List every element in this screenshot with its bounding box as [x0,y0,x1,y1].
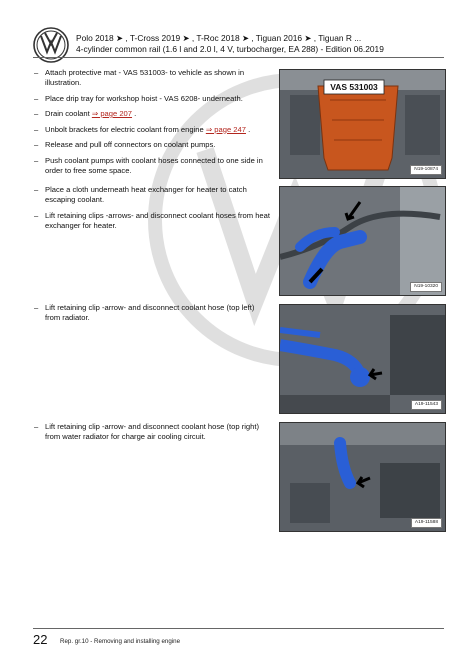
step-item: – Place a cloth underneath heat exchanger for heater to catch escaping coolant. [34,185,247,204]
step-item: – Attach protective mat - VAS 531003- to vehicle as shown in illustration. [34,68,245,87]
step-item: – Drain coolant ⇒ page 207 . [34,109,137,118]
step-item: – Unbolt brackets for electric coolant from engine ⇒ page 247 . [34,124,251,134]
page-247-link[interactable]: ⇒ page 247 [205,124,246,134]
footer-rule [33,628,444,629]
figure-caption: N19-10874 [410,165,442,175]
header-engine: 4-cylinder common rail (1.6 l and 2.0 l, 4 V, turbocharger, EA 288) - Edition 06.2019 [76,44,384,54]
step-item: – Lift retaining clips -arrows- and disconnect coolant hoses from heat exchanger for heater. [34,210,270,230]
document-header [76,33,384,55]
header-rule [33,57,444,58]
step-item: – Push coolant pumps with coolant hoses connected to one side in order to free some space. [34,155,263,175]
figure-caption: A19-11588 [411,518,442,528]
figure-caption: N19-10320 [410,282,442,292]
step-item: – Place drip tray for workshop hoist - VAS 6208- underneath. [34,93,243,103]
page-207-link[interactable]: ⇒ page 207 [91,109,133,118]
header-models: Polo 2018 ➤ , T-Cross 2019 ➤ , T-Roc 2018 ➤ , Tiguan 2016 ➤ , Tiguan R ... [76,33,362,43]
figure-caption: A19-11543 [411,400,442,410]
step-item: – Lift retaining clip -arrow- and disconnect coolant hose (top left) from radiator. [34,303,255,322]
steps-group-2 [30,185,270,231]
footer-chapter: Rep. gr.10 - Removing and installing engine [60,638,181,645]
steps-group-4 [30,422,270,442]
step-item: – Lift retaining clip -arrow- and disconnect coolant hose (top right) from water radiator for charge air cooling circuit. [34,422,260,441]
figure-radiator-hose-right [279,422,446,532]
figure-radiator-hose-left [279,304,446,414]
figure-heat-exchanger [279,186,446,296]
mat-label: VAS 531003 [330,82,378,92]
steps-group-1 [30,68,270,176]
figure-protective-mat [279,69,446,179]
page-number: 22 [33,632,48,647]
steps-group-3 [30,303,270,323]
step-item: – Release and pull off connectors on coolant pumps. [34,140,216,149]
